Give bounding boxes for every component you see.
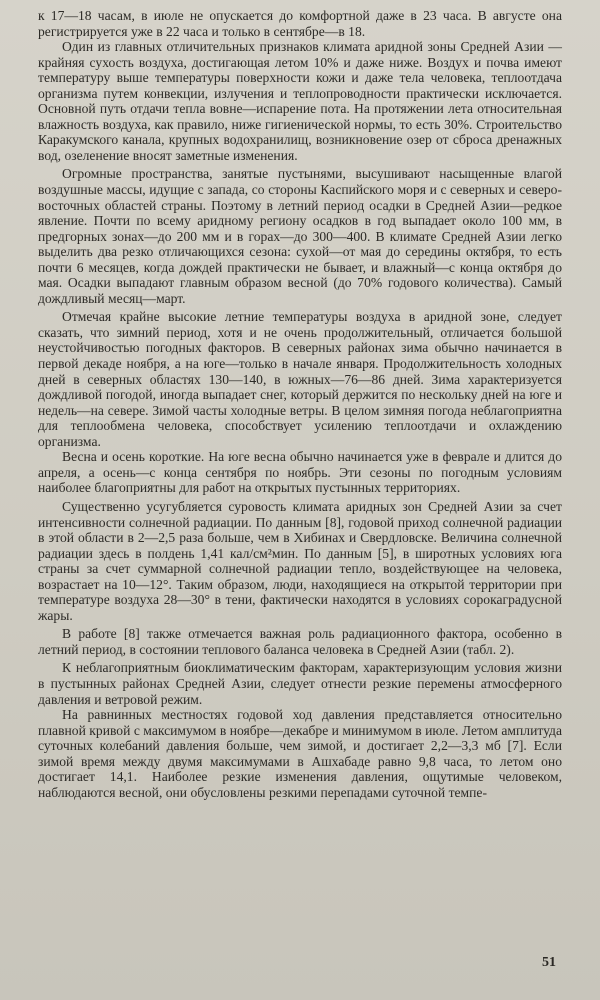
page-number: 51 [542, 955, 556, 970]
paragraph-5: Весна и осень короткие. На юге весна обычно начинается уже в феврале и длится до апреля, а осень—с конца сентября по ноябрь. Эти сезоны по погодным условиям наиболее благоприятны для работ на открытых пустынных территориях. [38, 449, 562, 496]
paragraph-9: На равнинных местностях годовой ход давления представляется относительно плавной кривой с максимумом в ноябре—декабре и минимумом в июле. Летом амплитуда суточных колебаний давления больше, чем зимой, и достигает 2,2—3,3 мб [7]. Если зимой время между двумя максимумами в Ашхабаде равно 9,8 часа, то летом оно достигает 14,1. Наиболее резкие изменения давления, ощутимые человеком, наблюдаются весной, они обусловлены резкими перепадами суточной темпе- [38, 707, 562, 800]
paragraph-3: Огромные пространства, занятые пустынями, высушивают насыщенные влагой воздушные массы, идущие с запада, со стороны Каспийского моря и с северных и северо-восточных областей страны. Поэтому в летний период осадки в Средней Азии—редкое явление. Почти по всему аридному региону осадков в год выпадает около 100 мм, в предгорных зонах—до 200 мм и в горах—до 300—400. В климате Средней Азии легко выделить два резко отличающихся сезона: сухой—от мая до середины октября, то есть почти 6 месяцев, когда дождей практически не бывает, и влажный—с конца октября до мая. Осадки выпадают главным образом весной (до 70% годового количества). Самый дождливый месяц—март. [38, 166, 562, 306]
paragraph-8: К неблагоприятным биоклиматическим факторам, характеризующим условия жизни в пустынных районах Средней Азии, следует отнести резкие перемены атмосферного давления и ветровой режим. [38, 660, 562, 707]
paragraph-6: Существенно усугубляется суровость климата аридных зон Средней Азии за счет интенсивности солнечной радиации. По данным [8], годовой приход солнечной радиации в этой области в 2—2,5 раза больше, чем в Хибинах и Свердловске. Величина солнечной радиации здесь в полдень 1,41 кал/см²мин. По данным [5], в широтных условиях юга страны за счет суммарной солнечной радиации тепло, воздействующее на человека, возрастает на 10—12°. Таким образом, люди, находящиеся на открытой территории при температуре воздуха 28—30° в тени, фактически находятся в условиях сорокаградусной жары. [38, 498, 562, 623]
paragraph-7: В работе [8] также отмечается важная роль радиационного фактора, особенно в летний период, в состоянии теплового баланса человека в Средней Азии (табл. 2). [38, 626, 562, 657]
paragraph-2: Один из главных отличительных признаков климата аридной зоны Средней Азии — крайняя сухость воздуха, достигающая летом 10% и даже ниже. Воздух и почва имеют температуру выше температуры поверхности кожи и даже тела человека, теплоотдача организма путем конвекции, излучения и теплопроводности практически исключается. Основной путь отдачи тепла вовне—испарение пота. На протяжении лета относительная влажность воздуха, как правило, ниже гигиенической нормы, то есть 30%. Строительство Каракумского канала, крупных водохранилищ, возникновение озер от сброса дренажных вод, озеленение вносят заметные изменения. [38, 39, 562, 163]
page-text [38, 8, 562, 800]
paragraph-1: к 17—18 часам, в июле не опускается до комфортной даже в 23 часа. В августе она регистрируется уже в 22 часа и только в сентябре—в 18. [38, 8, 562, 39]
paragraph-4: Отмечая крайне высокие летние температуры воздуха в аридной зоне, следует сказать, что зимний период, хотя и не очень продолжительный, отличается большой неустойчивостью погодных факторов. В северных районах зима обычно начинается в первой декаде ноября, а на юге—только в начале января. Продолжительность холодных дней в северных областях 130—140, в южных—76—86 дней. Зима характеризуется дождливой погодой, иногда выпадает снег, который держится по нескольку дней на юге и недель—на севере. Зимой часты холодные ветры. В целом зимняя погода неблагоприятна для теплообмена человека, способствует усилению теплоотдачи и охлаждению организма. [38, 309, 562, 449]
